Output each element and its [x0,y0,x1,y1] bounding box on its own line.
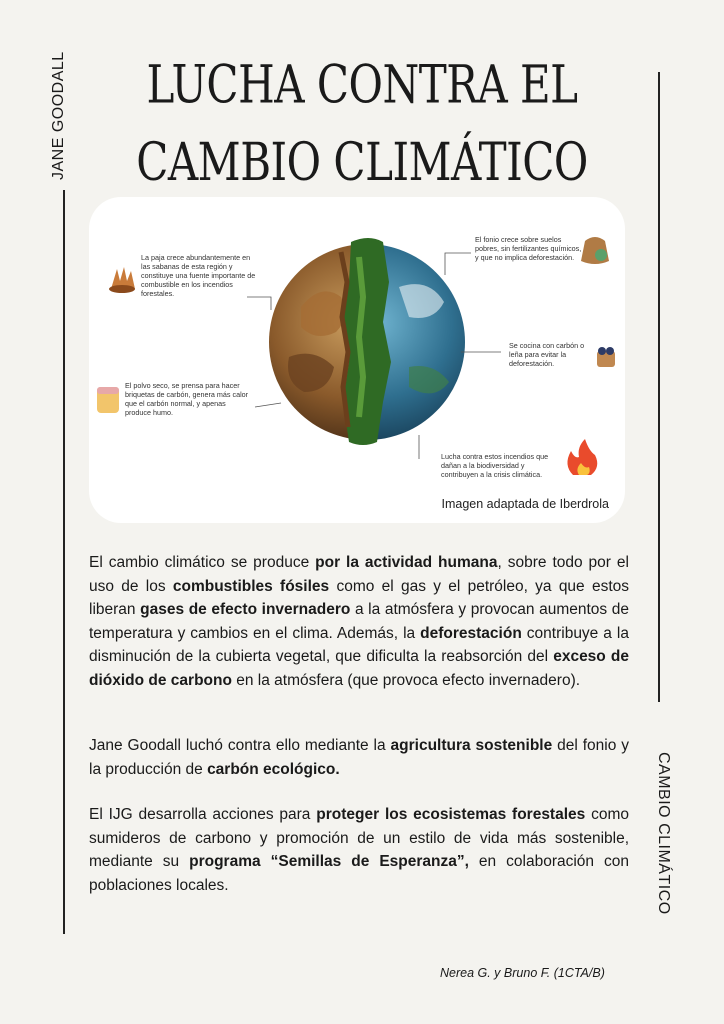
straw-icon [109,267,135,293]
figure-caption: Imagen adaptada de Iberdrola [441,497,609,511]
right-divider-line [658,72,660,702]
annotation-cocina: Se cocina con carbón o leña para evitar la deforestación. [509,341,585,368]
fonio-sack-icon [581,237,609,264]
paragraph-1: El cambio climático se produce por la actividad humana, sobre todo por el uso de los combustibles fósiles como el gas y el petróleo, ya que estos liberan gases de efecto invernadero a la atmósfera y provocan aumentos de temperatura y cambios en el clima. Además, la deforestación contribuye a la disminución de la cubierta vegetal, que dificulta la reabsorción del exceso de dióxido de carbono en la atmósfera (que provoca efecto invernadero). [89,554,630,689]
annotation-fonio: El fonio crece sobre suelos pobres, sin fertilizantes químicos, y que no implica deforestación. [475,235,582,262]
annotation-incendios: Lucha contra estos incendios que dañan a la biodiversidad y contribuyen a la crisis climática. [441,452,549,479]
author-credit: Nerea G. y Bruno F. (1CTA/B) [440,966,605,980]
title-line-2: CAMBIO CLIMÁTICO [136,131,588,193]
page-title [120,46,604,201]
paragraph-2: Jane Goodall luchó contra ello mediante la agricultura sostenible del fonio y la producción de carbón ecológico. [89,737,630,778]
title-line-1: LUCHA CONTRA EL [146,53,578,115]
globe-figure-card [89,197,625,523]
fire-icon [567,439,597,475]
briquette-bag-icon [97,387,119,413]
paragraph-3: El IJG desarrolla acciones para proteger los ecosistemas forestales como sumideros de carbono y promoción de un estilo de vida más sostenible, mediante su programa “Semillas de Esperanza”, en colaboración con poblaciones locales. [89,806,630,894]
sidebar-left-label [50,50,70,180]
annotation-paja: La paja crece abundantemente en las sabanas de esta región y constituye una fuente importante de combustible en los incendios forestales. [141,253,256,298]
annotation-polvo: El polvo seco, se prensa para hacer briquetas de carbón, genera más calor que el carbón normal, y apenas produce humo. [125,381,249,417]
sidebar-left-text: JANE GOODALL [50,51,67,180]
coal-bucket-icon [597,347,615,367]
globe [269,238,465,445]
left-divider-line [63,190,65,934]
sidebar-right-label [650,752,672,922]
sidebar-right-text: CAMBIO CLIMÁTICO [655,752,672,915]
